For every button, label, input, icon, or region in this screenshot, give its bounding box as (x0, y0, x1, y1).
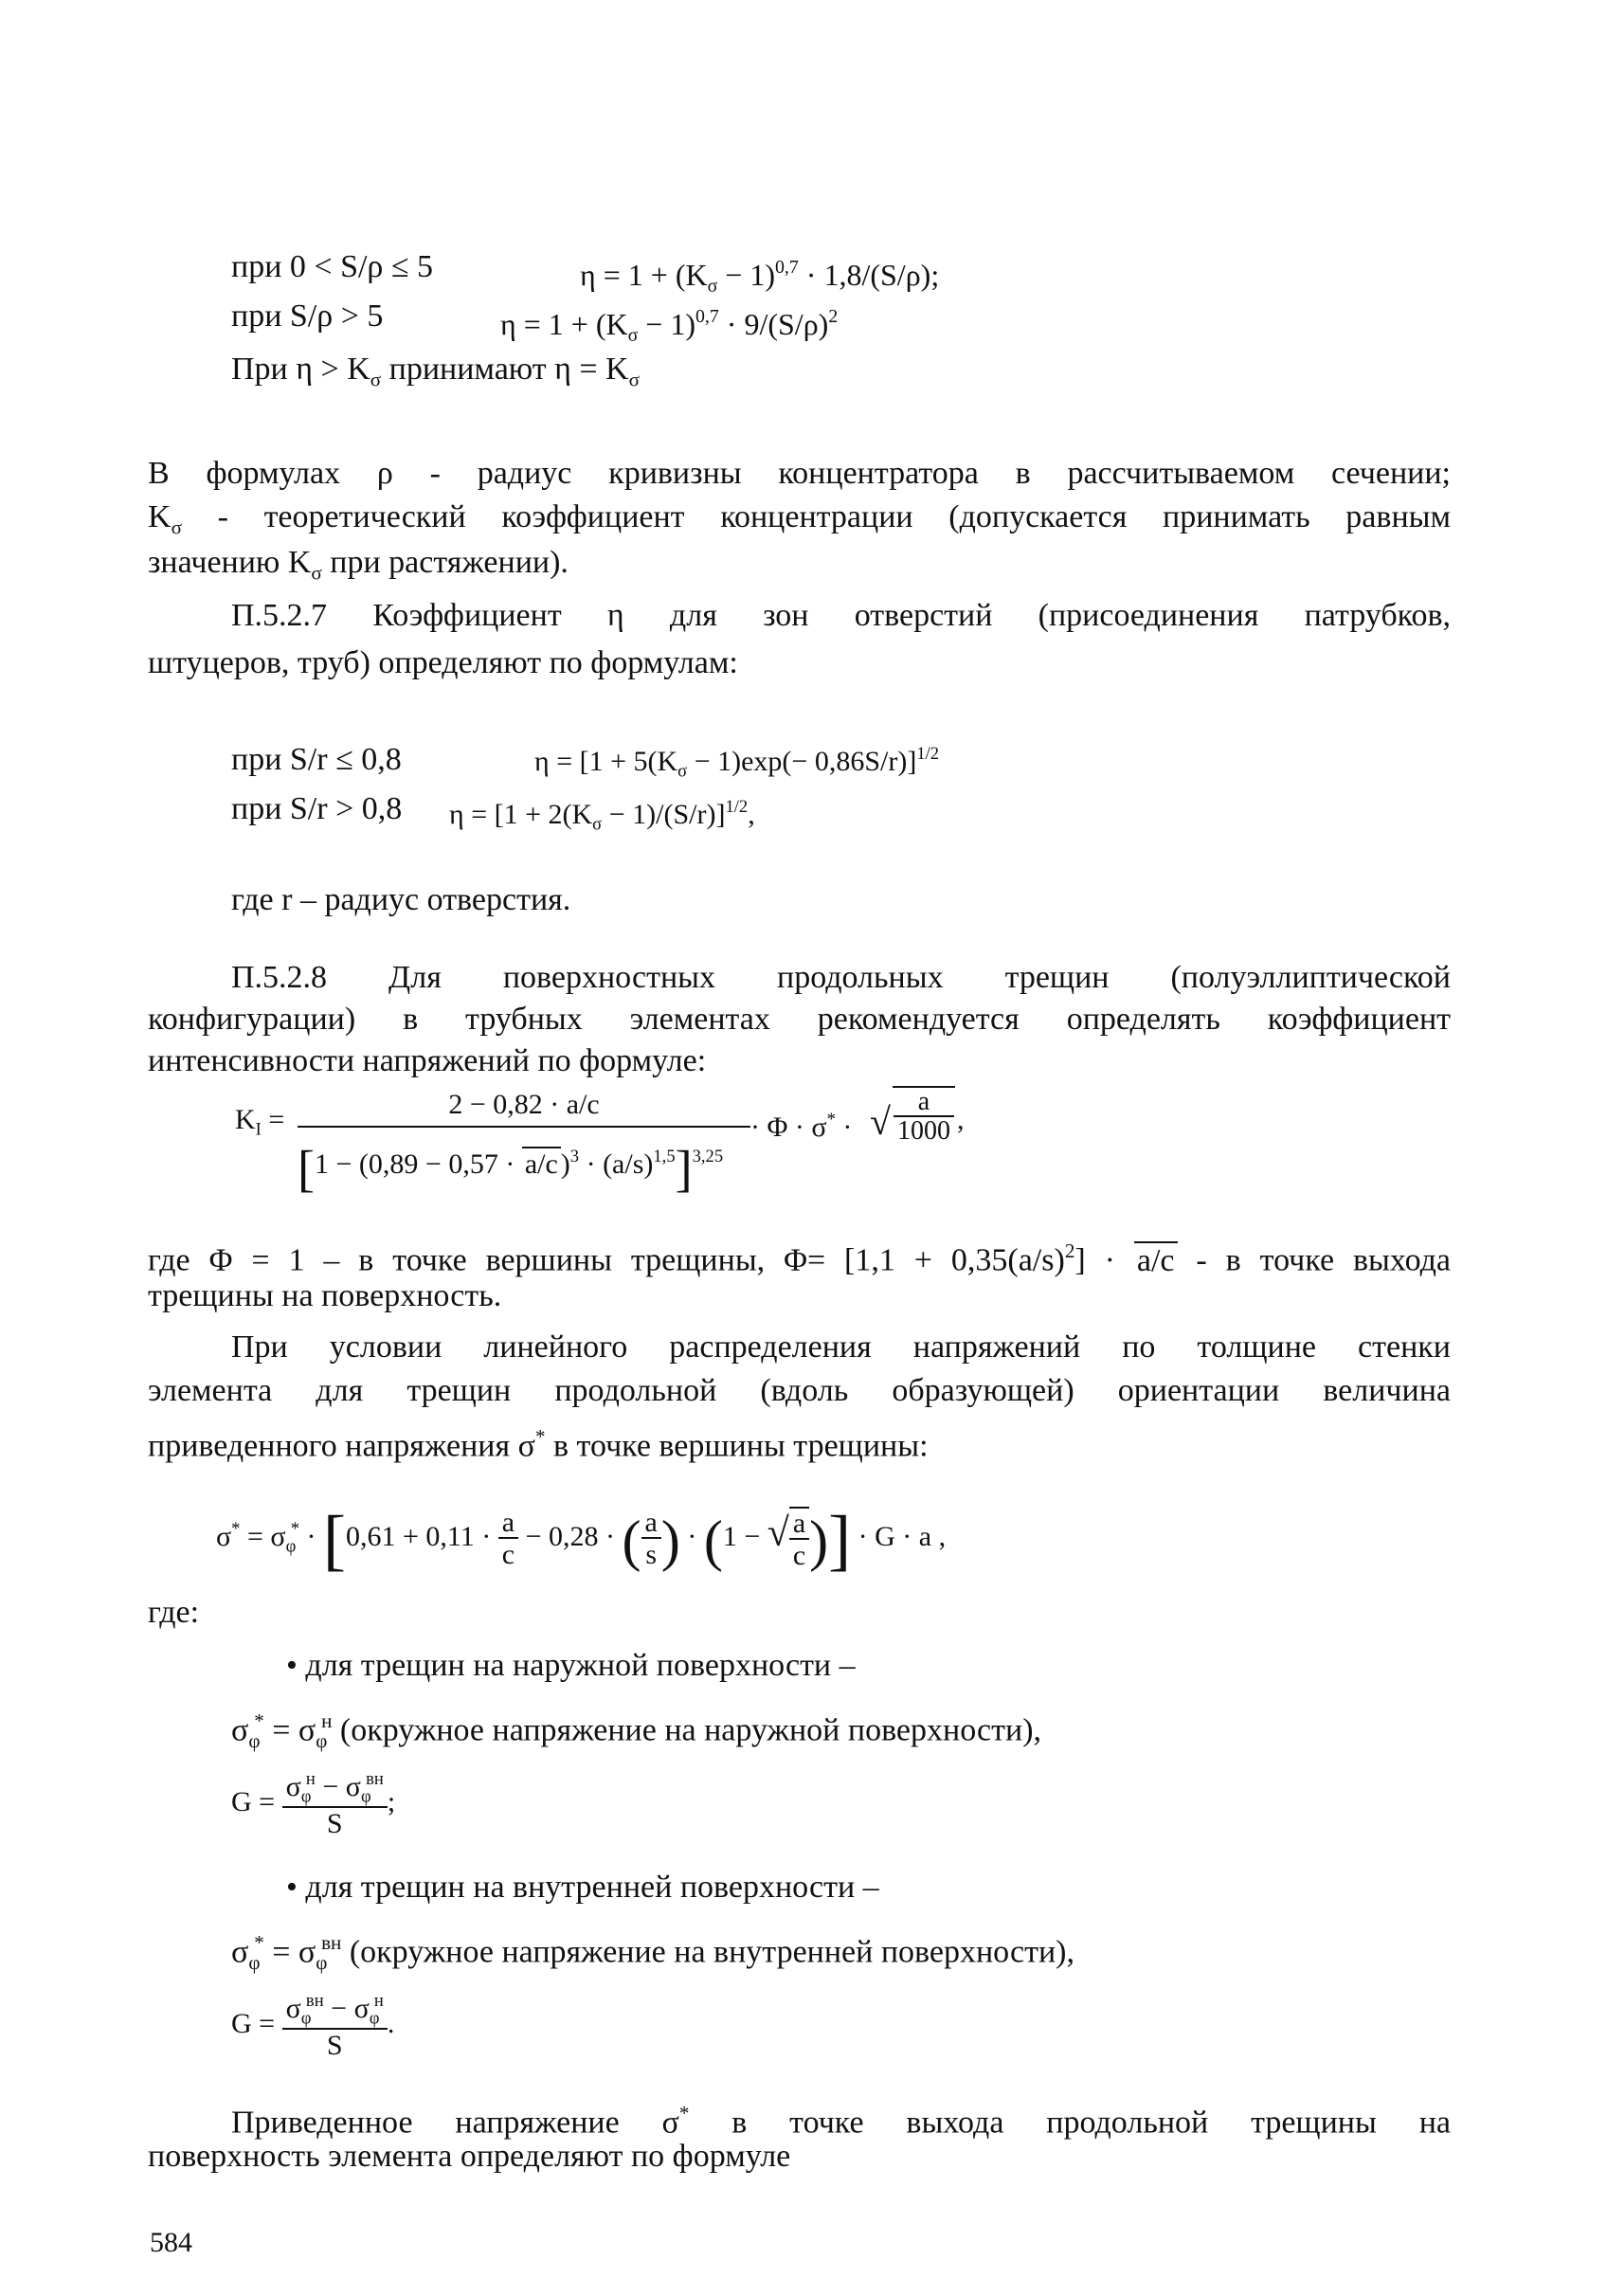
paragraph-text: штуцеров, труб) определяют по формулам: (148, 645, 738, 680)
formula-hole-2: при S/r > 0,8 (231, 791, 403, 826)
bullet-item: • для трещин на наружной поверхности – (286, 1648, 856, 1683)
condition-text: при 0 < S/ρ ≤ 5 (231, 249, 434, 284)
formula-eta-1 (231, 248, 433, 286)
formula-hole-2-expr: $\eta = [1 + 2(K_\sigma - 1)/(S/r)]^{1/2}$, (449, 797, 755, 835)
formula-eta-1-expr: $\eta = 1 + (K_\sigma - 1)^{0,7} \cdot 1,8/(S/\rho)$; (580, 257, 940, 297)
formula-hole-1: при S/r ≤ 0,8 (231, 742, 402, 777)
paragraph-text: приведенного напряжения σ* в точке вершины трещины: (148, 1425, 929, 1464)
formula-eta-2-expr: $\eta = 1 + (K_\sigma - 1)^{0,7} \cdot 9/(S/\rho)^2$ (500, 306, 839, 346)
paragraph-text: значению $K_\sigma$ при растяжении). (148, 545, 569, 585)
formula-ki-factor: · Φ · σ* · (750, 1110, 853, 1144)
where-label: где: (148, 1595, 200, 1630)
bullet-item: • для трещин на внутренней поверхности – (286, 1870, 879, 1905)
bullet-formula: $\sigma_\varphi^* = \sigma_\varphi^{вн}$ (окружное напряжение на внутренней поверхности), (231, 1931, 1074, 1975)
paragraph-text: При условии линейного распределения напряжений по толщине стенки (231, 1329, 1451, 1365)
paragraph-text: поверхность элемента определяют по формуле (148, 2139, 791, 2174)
formula-g-inner: G = $\frac{\sigma_\varphi^{вн} - \sigma_\varphi^н}{S}$ . (231, 1990, 395, 2061)
paragraph-text: П.5.2.8 Для поверхностных продольных трещин (полуэллиптической (231, 960, 1451, 995)
paragraph-text: конфигурации) в трубных элементах рекомендуется определять коэффициент (148, 1002, 1451, 1037)
paragraph-text: $K_\sigma$ - теоретический коэффициент концентрации (допускается принимать равным (148, 499, 1451, 539)
formula-hole-1-expr: $\eta = [1 + 5(K_\sigma - 1)\exp(- 0,86S/r)]^{1/2}$ (534, 744, 940, 782)
formula-ki-numerator: 2 − 0,82 · a/c (298, 1084, 750, 1128)
formula-ki-denominator: [1 − (0,89 − 0,57 · a/c )$^3 \cdot (a/s)^{1,5}]^{3,25}$ (298, 1140, 724, 1198)
paragraph-text: трещины на поверхность. (148, 1278, 502, 1313)
where-r-text: где r – радиус отверстия. (231, 882, 571, 917)
paragraph-text: элемента для трещин продольной (вдоль образующей) ориентации величина (148, 1373, 1451, 1408)
formula-sigma-star: $\sigma^* = \sigma_\varphi^* \cdot [0,61 + 0,11$ · $\frac{a}{c}$ − 0,28 · ( $\frac{a}{s}$ ) · (1 − √ $\frac{a}{c}$ )] · G · a , (216, 1502, 947, 1579)
bullet-formula: $\sigma_\varphi^* = \sigma_\varphi^н$ (окружное напряжение на наружной поверхности), (231, 1709, 1042, 1753)
paragraph-text: интенсивности напряжений по формуле: (148, 1043, 707, 1078)
formula-ki-root: $\frac{a}{1000}$ (893, 1086, 955, 1147)
formula-g-outer: G = $\frac{\sigma_\varphi^н - \sigma_\varphi^{вн}}{S}$ ; (231, 1768, 396, 1839)
eta-limit-note: При $\eta > K_\sigma$ принимают $\eta = K_\sigma$ (231, 352, 640, 391)
paragraph-text: Приведенное напряжение σ* в точке выхода продольной трещины на (231, 2102, 1451, 2141)
page-number: 584 (150, 2227, 192, 2258)
paragraph-text: В формулах ρ - радиус кривизны концентратора в рассчитываемом сечении; (148, 456, 1451, 491)
formula-ki-tail: , (957, 1104, 965, 1135)
paragraph-text: П.5.2.7 Коэффициент η для зон отверстий (присоединения патрубков, (231, 598, 1451, 633)
sqrt-sign: √ (870, 1100, 891, 1143)
paragraph-text: где Φ = 1 – в точке вершины трещины, $\Phi= [1,1 + 0,35(a/s)^2] \cdot a/c - в$ точке выхода (148, 1239, 1451, 1278)
formula-ki-lhs: $K_I$ = (235, 1104, 285, 1140)
formula-eta-2: при S/ρ > 5 (231, 298, 384, 334)
